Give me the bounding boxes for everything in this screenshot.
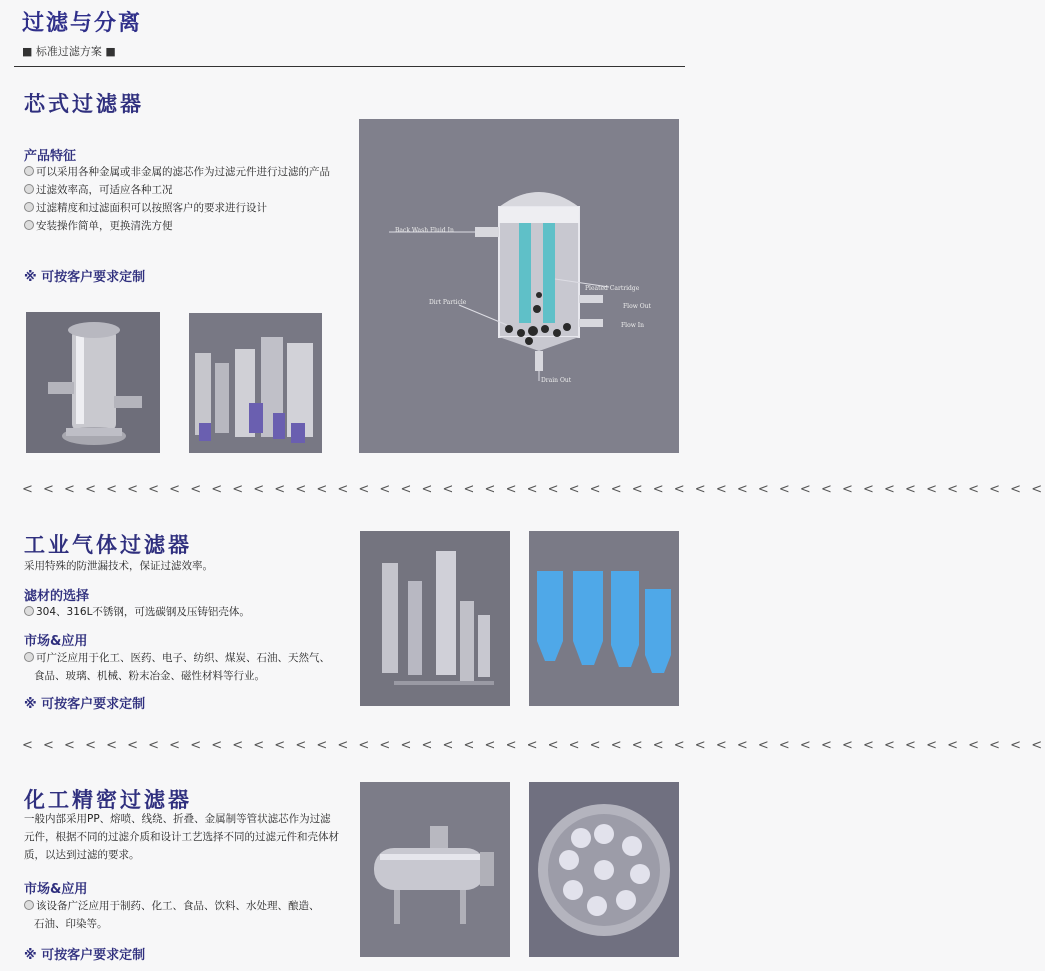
section3-market-line2: 石油、印染等。	[34, 918, 108, 930]
label-dirt-particle: Dirt Particle	[429, 299, 467, 306]
gas-filters-photo	[360, 531, 510, 706]
section3-market-line1: 该设备广泛应用于制药、化工、食品、饮料、水处理、酿造、	[24, 898, 320, 914]
bullet-icon	[24, 202, 34, 212]
label-pleated-cartridge: Pleated Cartridge	[585, 285, 640, 292]
page-subtitle: ■ 标准过滤方案 ■	[22, 45, 116, 58]
section-divider: < < < < < < < < < < < < < < < < < < < < < < < < < < < < < < < < < < < < < < < < < < < < < < < < <	[22, 482, 1045, 497]
filter-group-photo	[189, 313, 322, 453]
feature-item: 安装操作简单，更换清洗方便	[24, 218, 173, 234]
feature-item: 过滤效率高，可适应各种工况	[24, 182, 173, 198]
label-drain-out: Drain Out	[541, 377, 572, 384]
section2-intro: 采用特殊的防泄漏技术，保证过滤效率。	[24, 560, 213, 572]
section2-material: 304、316L不锈钢，可选碳钢及压铸铝壳体。	[24, 604, 250, 620]
section3-desc-line1: 一般内部采用PP、熔喷、线绕、折叠、金属制等管状滤芯作为过滤	[24, 813, 331, 825]
label-flow-in: Flow In	[621, 322, 644, 329]
bullet-icon	[24, 166, 34, 176]
section3-market-title: 市场&应用	[24, 882, 88, 897]
section2-market-line1: 可广泛应用于化工、医药、电子、纺织、煤炭、石油、天然气、	[24, 650, 330, 666]
filter-schematic-diagram	[359, 119, 679, 453]
bullet-icon	[24, 220, 34, 230]
bullet-icon	[24, 184, 34, 194]
feature-item: 过滤精度和过滤面积可以按照客户的要求进行设计	[24, 200, 267, 216]
horizontal-filter-photo	[360, 782, 510, 957]
section3-desc-line3: 质，以达到过滤的要求。	[24, 849, 140, 861]
section1-title: 芯式过滤器	[24, 92, 144, 116]
label-flow-out: Flow Out	[623, 303, 651, 310]
section2-market-line2: 食品、玻璃、机械、粉末冶金、磁性材料等行业。	[34, 670, 265, 682]
bullet-icon	[24, 652, 34, 662]
section2-material-title: 滤材的选择	[24, 589, 90, 604]
label-back-wash: Back Wash Fluid In	[395, 227, 454, 234]
header-rule	[14, 66, 685, 67]
section3-custom-note: ※ 可按客户要求定制	[24, 948, 146, 963]
section2-market-title: 市场&应用	[24, 634, 88, 649]
blue-filter-housings-photo	[529, 531, 679, 706]
filter-top-view-photo	[529, 782, 679, 957]
section3-desc-line2: 元件，根据不同的过滤介质和设计工艺选择不同的过滤元件和壳体材	[24, 831, 339, 843]
section2-title: 工业气体过滤器	[24, 533, 192, 557]
section1-features-title: 产品特征	[24, 149, 77, 164]
section2-custom-note: ※ 可按客户要求定制	[24, 697, 146, 712]
page-title: 过滤与分离	[22, 11, 143, 36]
section3-title: 化工精密过滤器	[24, 788, 192, 812]
bullet-icon	[24, 606, 34, 616]
section-divider: < < < < < < < < < < < < < < < < < < < < < < < < < < < < < < < < < < < < < < < < < < < < < < < < <	[22, 738, 1045, 753]
cartridge-filter-photo	[26, 312, 160, 453]
feature-item: 可以采用各种金属或非金属的滤芯作为过滤元件进行过滤的产品	[24, 164, 330, 180]
section1-custom-note: ※ 可按客户要求定制	[24, 270, 146, 285]
bullet-icon	[24, 900, 34, 910]
